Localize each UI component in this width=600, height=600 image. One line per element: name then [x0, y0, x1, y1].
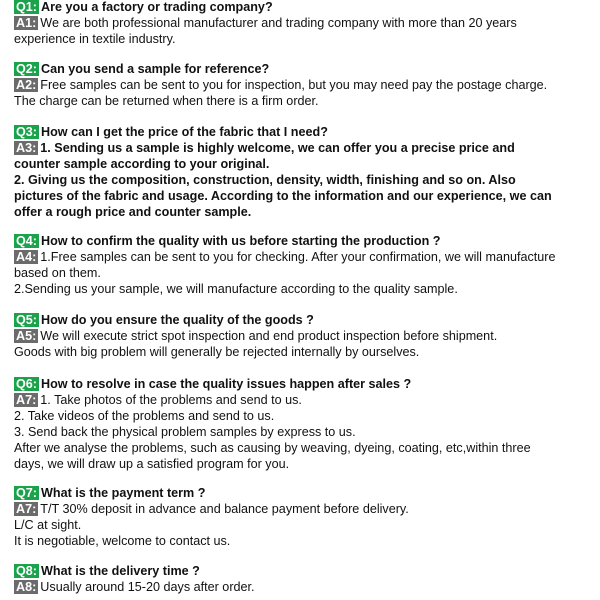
- question-badge: Q2:: [16, 62, 37, 76]
- question-badge: Q7:: [16, 486, 37, 500]
- answer-line: [14, 345, 596, 361]
- question-text: How to resolve in case the quality issues happen after sales ?: [41, 377, 412, 391]
- answer-line: [14, 502, 596, 518]
- answer-badge: A7:: [16, 501, 37, 516]
- answer-line: [14, 518, 596, 534]
- faq-item: [14, 377, 596, 472]
- faq-item: [14, 313, 596, 361]
- answer-text: Usually around 15-20 days after order.: [40, 579, 255, 594]
- answer-badge: A8:: [16, 579, 37, 594]
- answer-text: 2. Giving us the composition, construction, density, width, finishing and so on. Also: [14, 172, 516, 187]
- answer-line: [14, 393, 596, 409]
- question-line: [14, 564, 596, 580]
- question-line: [14, 0, 596, 16]
- question-line: [14, 62, 596, 78]
- answer-text: Goods with big problem will generally be rejected internally by ourselves.: [14, 344, 420, 359]
- faq-item: [14, 234, 596, 298]
- answer-badge: A1:: [16, 15, 37, 30]
- answer-text: 1. Sending us a sample is highly welcome, we can offer you a precise price and: [40, 140, 515, 155]
- answer-text: 2. Take videos of the problems and send to us.: [14, 408, 275, 423]
- question-text: What is the delivery time ?: [41, 564, 200, 578]
- answer-line: [14, 32, 596, 48]
- answer-text: We are both professional manufacturer and trading company with more than 20 years: [40, 15, 517, 30]
- question-badge: Q3:: [16, 125, 37, 139]
- answer-text: days, we will draw up a satisfied program for you.: [14, 456, 290, 471]
- answer-text: experience in textile industry.: [14, 31, 176, 46]
- faq-item: [14, 564, 596, 596]
- question-text: How to confirm the quality with us before starting the production ?: [41, 234, 441, 248]
- answer-text: The charge can be returned when there is a firm order.: [14, 93, 319, 108]
- question-text: Are you a factory or trading company?: [41, 0, 273, 14]
- answer-line: [14, 457, 596, 473]
- answer-line: [14, 425, 596, 441]
- question-badge: Q5:: [16, 313, 37, 327]
- question-line: [14, 377, 596, 393]
- answer-text: based on them.: [14, 265, 101, 280]
- answer-line: [14, 441, 596, 457]
- question-line: [14, 486, 596, 502]
- question-badge: Q1:: [16, 0, 37, 14]
- faq-item: [14, 486, 596, 550]
- question-badge: Q4:: [16, 234, 37, 248]
- answer-line: [14, 250, 596, 266]
- answer-line: [14, 534, 596, 550]
- question-line: [14, 125, 596, 141]
- answer-line: [14, 282, 596, 298]
- answer-line: [14, 205, 596, 221]
- answer-line: [14, 173, 596, 189]
- question-text: Can you send a sample for reference?: [41, 62, 270, 76]
- answer-text: 1. Take photos of the problems and send to us.: [40, 392, 302, 407]
- answer-text: offer a rough price and counter sample.: [14, 204, 252, 219]
- faq-item: [14, 62, 596, 110]
- answer-line: [14, 409, 596, 425]
- answer-badge: A7:: [16, 392, 37, 407]
- answer-badge: A2:: [16, 77, 37, 92]
- question-text: What is the payment term ?: [41, 486, 206, 500]
- answer-text: 1.Free samples can be sent to you for checking. After your confirmation, we will manufacture: [40, 249, 556, 264]
- question-badge: Q8:: [16, 564, 37, 578]
- answer-text: It is negotiable, welcome to contact us.: [14, 533, 231, 548]
- answer-line: [14, 580, 596, 596]
- answer-text: 2.Sending us your sample, we will manufacture according to the quality sample.: [14, 281, 458, 296]
- faq-item: [14, 125, 596, 220]
- answer-text: 3. Send back the physical problem samples by express to us.: [14, 424, 356, 439]
- answer-line: [14, 141, 596, 157]
- answer-text: We will execute strict spot inspection and end product inspection before shipment.: [40, 328, 498, 343]
- answer-badge: A4:: [16, 249, 37, 264]
- question-line: [14, 234, 596, 250]
- answer-line: [14, 329, 596, 345]
- answer-text: counter sample according to your original.: [14, 156, 270, 171]
- faq-item: [14, 0, 596, 48]
- answer-line: [14, 94, 596, 110]
- answer-text: L/C at sight.: [14, 517, 82, 532]
- answer-badge: A5:: [16, 328, 37, 343]
- question-badge: Q6:: [16, 377, 37, 391]
- answer-line: [14, 78, 596, 94]
- answer-line: [14, 189, 596, 205]
- answer-text: pictures of the fabric and usage. According to the information and our experience, we can: [14, 188, 552, 203]
- question-text: How can I get the price of the fabric that I need?: [41, 125, 328, 139]
- question-text: How do you ensure the quality of the goods ?: [41, 313, 314, 327]
- answer-text: After we analyse the problems, such as causing by weaving, dyeing, coating, etc,within three: [14, 440, 531, 455]
- answer-line: [14, 266, 596, 282]
- answer-text: Free samples can be sent to you for inspection, but you may need pay the postage charge.: [40, 77, 548, 92]
- question-line: [14, 313, 596, 329]
- answer-line: [14, 16, 596, 32]
- answer-badge: A3:: [16, 140, 37, 155]
- answer-text: T/T 30% deposit in advance and balance payment before delivery.: [40, 501, 409, 516]
- answer-line: [14, 157, 596, 173]
